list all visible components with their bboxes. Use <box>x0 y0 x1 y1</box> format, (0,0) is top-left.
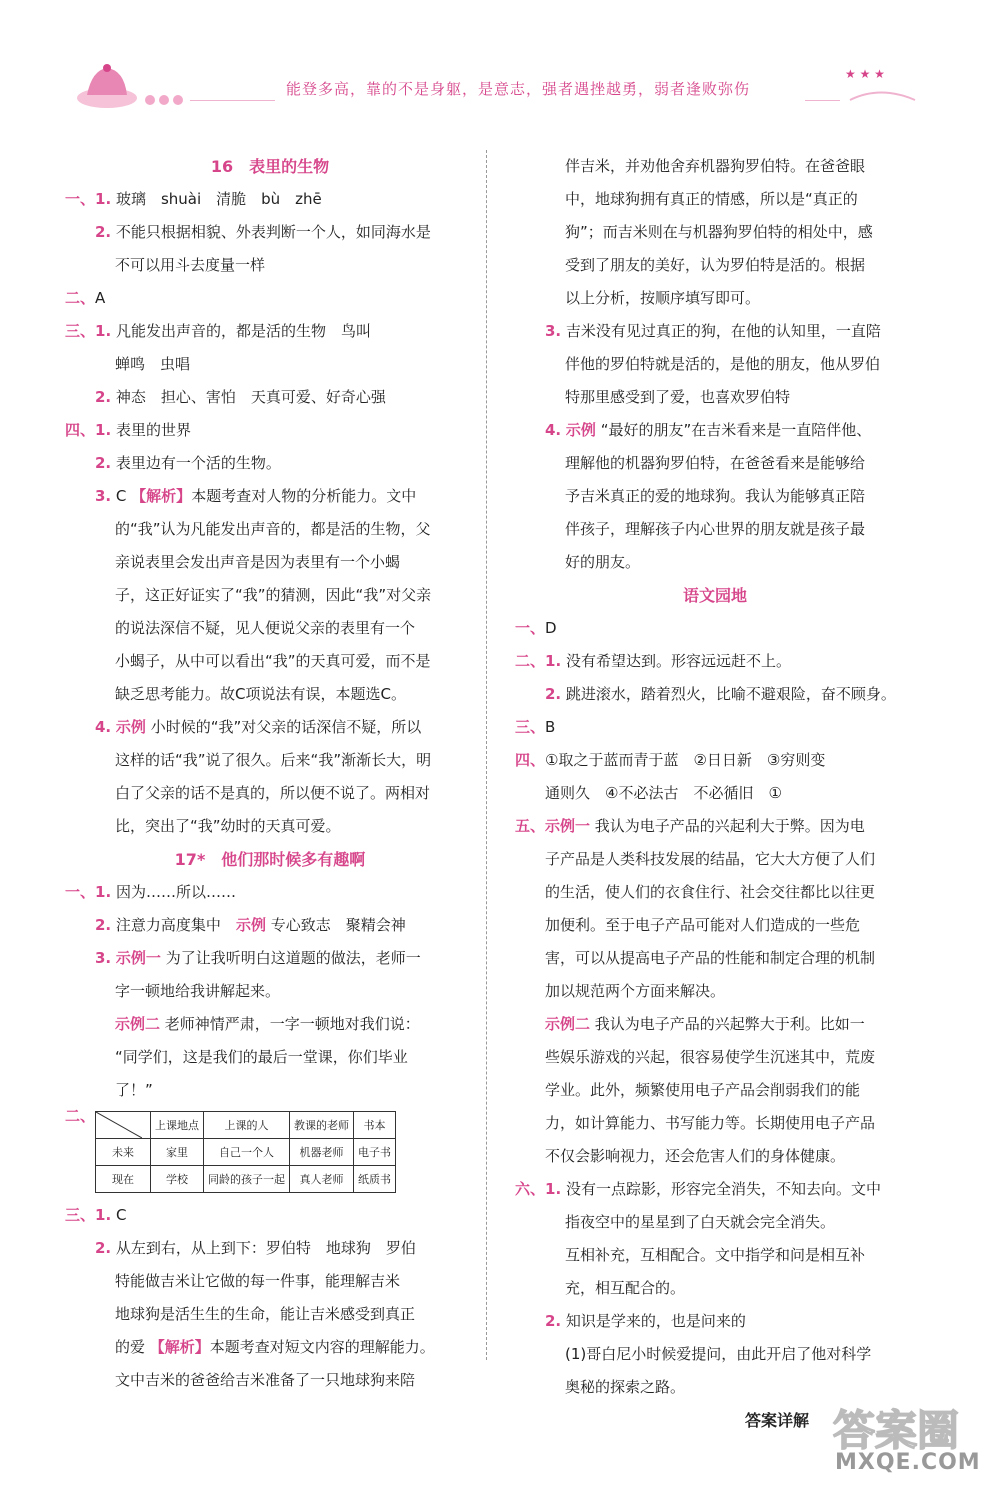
answer-line <box>65 546 475 579</box>
question-marker: 三、 <box>65 322 96 340</box>
answer-text: 缺乏思考能力。故C项说法有误，本题选C。 <box>115 685 406 703</box>
answer-text: 奥秘的探索之路。 <box>565 1378 686 1396</box>
answer-line <box>515 150 915 183</box>
answer-line <box>515 381 915 414</box>
answer-text: 以上分析，按顺序填写即可。 <box>565 289 761 307</box>
question-marker: 一、 <box>515 619 546 637</box>
answer-line <box>515 249 915 282</box>
answer-text: 的说法深信不疑，见人便说父亲的表里有一个 <box>115 619 416 637</box>
question-marker: 五、 <box>515 817 546 835</box>
answer-text: 没有希望达到。形容远远赶不上。 <box>565 652 791 670</box>
question-marker: 三、 <box>65 1206 96 1224</box>
answer-line <box>515 1107 915 1140</box>
answer-text: 些娱乐游戏的兴起，很容易使学生沉迷其中，荒废 <box>545 1048 876 1066</box>
item-number: 2. <box>95 223 112 241</box>
answer-text: 跳进滚水，踏着烈火，比喻不避艰险，奋不顾身。 <box>565 685 896 703</box>
item-number: 1. <box>545 652 562 670</box>
item-number: 1. <box>95 190 112 208</box>
answer-line <box>65 1265 475 1298</box>
answer-text: 的“我”认为凡能发出声音的，都是活的生物，父 <box>115 520 431 538</box>
answer-text: “同学们，这是我们的最后一堂课，你们毕业 <box>115 1048 408 1066</box>
answer-line <box>65 876 475 909</box>
column-divider <box>486 150 487 1360</box>
answer-line <box>65 381 475 414</box>
answer-text: 本题考查对人物的分析能力。文中 <box>191 487 417 505</box>
answer-line <box>515 1008 915 1041</box>
example-tag: 示例二 <box>115 1015 161 1033</box>
answer-line <box>65 579 475 612</box>
item-number: 3. <box>95 949 112 967</box>
answer-line <box>65 183 475 216</box>
question-marker: 二、 <box>65 289 96 307</box>
answer-text: 特能做吉米让它做的每一件事，能理解吉米 <box>115 1272 401 1290</box>
answer-line <box>515 1338 915 1371</box>
answer-text: A <box>95 289 106 307</box>
answer-line <box>65 744 475 777</box>
answer-text: 吉米没有见过真正的狗，在他的认知里，一直陪 <box>565 322 881 340</box>
answer-text: 指夜空中的星星到了白天就会完全消失。 <box>565 1213 836 1231</box>
right-column <box>515 150 915 1404</box>
answer-text: 白了父亲的话不是真的，所以便不说了。两相对 <box>115 784 431 802</box>
answer-line <box>65 1331 475 1364</box>
item-number: 3. <box>95 487 112 505</box>
example-tag: 【解析】 <box>149 1338 210 1356</box>
item-number: 2. <box>95 916 112 934</box>
item-number: 1. <box>545 1180 562 1198</box>
example-tag: 示例 <box>565 421 596 439</box>
answer-text: 不能只根据相貌、外表判断一个人，如同海水是 <box>115 223 431 241</box>
answer-line <box>515 711 915 744</box>
answer-line <box>65 282 475 315</box>
table-row-label: 现在 <box>96 1166 151 1193</box>
item-number: 4. <box>545 421 562 439</box>
answer-text: 因为……所以…… <box>115 883 236 901</box>
answer-text: 神态 担心、害怕 天真可爱、好奇心强 <box>115 388 386 406</box>
answer-text: 不仅会影响视力，还会危害人们的身体健康。 <box>545 1147 846 1165</box>
item-number: 3. <box>545 322 562 340</box>
example-tag: 示例一 <box>115 949 161 967</box>
answer-line <box>515 1041 915 1074</box>
section-title: 17* 他们那时候多有趣啊 <box>174 850 366 869</box>
table-corner-cell <box>96 1112 151 1139</box>
answer-line <box>65 1199 475 1232</box>
example-tag: 示例一 <box>545 817 591 835</box>
table-cell: 真人老师 <box>290 1166 354 1193</box>
answer-text: 害，可以从提高电子产品的性能和制定合理的机制 <box>545 949 876 967</box>
answer-text: 伴孩子，理解孩子内心世界的朋友就是孩子最 <box>565 520 866 538</box>
answer-line <box>65 216 475 249</box>
answer-text: 充，相互配合的。 <box>565 1279 686 1297</box>
answer-line <box>515 1206 915 1239</box>
answer-text: 亲说表里会发出声音是因为表里有一个小蝎 <box>115 553 401 571</box>
svg-text:★ ★ ★: ★ ★ ★ <box>845 67 885 81</box>
answer-text: 字一顿地给我讲解起来。 <box>115 982 281 1000</box>
answer-text: 从左到右，从上到下：罗伯特 地球狗 罗伯 <box>115 1239 416 1257</box>
answer-text: 不可以用斗去度量一样 <box>115 256 266 274</box>
star-decoration-icon <box>840 60 920 110</box>
question-marker: 六、 <box>515 1180 546 1198</box>
answer-line <box>65 348 475 381</box>
answer-text: 加便利。至于电子产品可能对人们造成的一些危 <box>545 916 861 934</box>
example-tag: 【解析】 <box>131 487 192 505</box>
answer-text: 比，突出了“我”幼时的天真可爱。 <box>115 817 341 835</box>
answer-line <box>65 1041 475 1074</box>
answer-line <box>515 480 915 513</box>
answer-text: 予吉米真正的爱的地球狗。我认为能够真正陪 <box>565 487 866 505</box>
answer-line <box>515 513 915 546</box>
question-marker: 二、 <box>515 652 546 670</box>
header-rule-left <box>190 100 275 101</box>
answer-text: 小时候的“我”对父亲的话深信不疑，所以 <box>145 718 422 736</box>
answer-text: ①取之于蓝而青于蓝 ②日日新 ③穷则变 <box>545 751 826 769</box>
answer-text: 这样的话“我”说了很久。后来“我”渐渐长大，明 <box>115 751 432 769</box>
answer-text: 好的朋友。 <box>565 553 641 571</box>
answer-line <box>515 645 915 678</box>
answer-text: 知识是学来的，也是问来的 <box>565 1312 746 1330</box>
answer-line <box>65 1008 475 1041</box>
answer-line <box>515 348 915 381</box>
page-header <box>0 60 1000 140</box>
section-title: 语文园地 <box>682 586 747 605</box>
question-marker: 三、 <box>515 718 546 736</box>
table-header: 上课的人 <box>204 1112 290 1139</box>
answer-text: 特那里感受到了爱，也喜欢罗伯特 <box>565 388 791 406</box>
answer-line <box>65 1074 475 1107</box>
answer-text: (1)哥白尼小时候爱提问，由此开启了他对科学 <box>565 1345 872 1363</box>
table-cell: 纸质书 <box>354 1166 396 1193</box>
answer-line <box>515 414 915 447</box>
example-tag: 示例二 <box>545 1015 591 1033</box>
answer-text: 中，地球狗拥有真正的情感，所以是“真正的 <box>565 190 858 208</box>
answer-line <box>515 1140 915 1173</box>
answer-line <box>515 744 915 777</box>
item-number: 1. <box>95 322 112 340</box>
answer-text: 蝉鸣 虫唱 <box>115 355 191 373</box>
answer-text: B <box>545 718 556 736</box>
book-mascot-icon <box>72 60 142 110</box>
answer-text: 没有一点踪影，形容完全消失，不知去向。文中 <box>565 1180 881 1198</box>
answer-text: 子，这正好证实了“我”的猜测，因此“我”对父亲 <box>115 586 432 604</box>
answer-text: 子产品是人类科技发展的结晶，它大大方便了人们 <box>545 850 876 868</box>
item-number: 2. <box>95 454 112 472</box>
answer-text: 表里边有一个活的生物。 <box>115 454 281 472</box>
table-cell: 家里 <box>151 1139 204 1166</box>
answer-text: 为了让我听明白这道题的做法，老师一 <box>160 949 421 967</box>
answer-line <box>515 942 915 975</box>
answer-text: 我认为电子产品的兴起弊大于利。比如一 <box>590 1015 865 1033</box>
item-number: 2. <box>545 1312 562 1330</box>
table-cell: 机器老师 <box>290 1139 354 1166</box>
svg-text:答案圈: 答案圈 <box>833 1406 960 1455</box>
answer-line <box>65 678 475 711</box>
answer-line <box>65 645 475 678</box>
answer-text: 伴他的罗伯特就是活的，是他的朋友，他从罗伯 <box>565 355 881 373</box>
table-cell: 学校 <box>151 1166 204 1193</box>
answer-line <box>65 711 475 744</box>
example-tag: 示例 <box>115 718 146 736</box>
answer-text: 互相补充，互相配合。文中指学和问是相互补 <box>565 1246 866 1264</box>
answer-line <box>515 183 915 216</box>
answer-line <box>65 975 475 1008</box>
answer-text: “最好的朋友”在吉米看来是一直陪伴他、 <box>595 421 872 439</box>
left-column <box>65 150 475 1397</box>
answer-line <box>65 315 475 348</box>
answer-text: 受到了朋友的美好，认为罗伯特是活的。根据 <box>565 256 866 274</box>
footer-label: 答案详解 <box>745 1411 810 1430</box>
answer-line <box>515 315 915 348</box>
answer-line <box>515 810 915 843</box>
answer-line <box>65 513 475 546</box>
answer-line <box>515 282 915 315</box>
answer-line <box>515 1272 915 1305</box>
answer-line <box>515 876 915 909</box>
answer-line <box>515 1239 915 1272</box>
answer-line <box>65 612 475 645</box>
answer-text: 通则久 ④不必法古 不必循旧 ① <box>545 784 782 802</box>
answer-line <box>65 1364 475 1397</box>
answer-line <box>65 909 475 942</box>
answer-text: 专心致志 聚精会神 <box>265 916 406 934</box>
answer-text: 了！” <box>115 1081 153 1099</box>
answer-text: 本题考查对短文内容的理解能力。 <box>209 1338 435 1356</box>
table-cell: 电子书 <box>354 1139 396 1166</box>
question-marker: 一、 <box>65 883 96 901</box>
section-title: 16 表里的生物 <box>210 157 330 176</box>
answer-line <box>515 909 915 942</box>
answer-line <box>515 1074 915 1107</box>
answer-text: 力，如计算能力、书写能力等。长期使用电子产品 <box>545 1114 876 1132</box>
answer-text: 加以规范两个方面来解决。 <box>545 982 726 1000</box>
table-cell: 自己一个人 <box>204 1139 290 1166</box>
item-number: 4. <box>95 718 112 736</box>
answer-line <box>65 480 475 513</box>
answer-text: D <box>545 619 557 637</box>
answer-text: C <box>115 487 132 505</box>
answer-line <box>515 546 915 579</box>
table-header: 书本 <box>354 1112 396 1139</box>
answer-line <box>65 777 475 810</box>
header-motto: 能登多高，靠的不是身躯，是意志，强者遇挫越勇，弱者逢败弥伤 <box>286 80 751 98</box>
answer-line <box>65 249 475 282</box>
question-marker: 一、 <box>65 190 96 208</box>
answer-text: 的生活，使人们的衣食住行、社会交往都比以往更 <box>545 883 876 901</box>
table-row-label: 未来 <box>96 1139 151 1166</box>
answer-line <box>515 678 915 711</box>
answer-line <box>515 612 915 645</box>
answer-text: 老师神情严肃，一字一顿地对我们说： <box>160 1015 420 1033</box>
answer-line <box>65 942 475 975</box>
watermark-site: MXQE.COM <box>835 1450 981 1475</box>
answer-line <box>515 447 915 480</box>
answer-text: 狗”；而吉米则在与机器狗罗伯特的相处中，感 <box>565 223 873 241</box>
item-number: 2. <box>545 685 562 703</box>
table-header: 上课地点 <box>151 1112 204 1139</box>
item-number: 2. <box>95 388 112 406</box>
answer-line <box>515 975 915 1008</box>
answer-text: 文中吉米的爸爸给吉米准备了一只地球狗来陪 <box>115 1371 416 1389</box>
answer-text: 我认为电子产品的兴起利大于弊。因为电 <box>590 817 865 835</box>
question-marker: 四、 <box>65 421 96 439</box>
item-number: 1. <box>95 421 112 439</box>
answer-text: 表里的世界 <box>115 421 191 439</box>
answer-line <box>65 810 475 843</box>
answer-text: 伴吉米，并劝他舍弃机器狗罗伯特。在爸爸眼 <box>565 157 866 175</box>
item-number: 1. <box>95 883 112 901</box>
item-number: 2. <box>95 1239 112 1257</box>
answer-line <box>65 1232 475 1265</box>
answer-line <box>515 1173 915 1206</box>
decorative-dots <box>145 90 187 109</box>
answer-line <box>515 777 915 810</box>
answer-line <box>515 216 915 249</box>
answer-line <box>65 1298 475 1331</box>
answer-text: 理解他的机器狗罗伯特，在爸爸看来是能够给 <box>565 454 866 472</box>
answer-line <box>515 1305 915 1338</box>
answer-line <box>65 414 475 447</box>
answer-text: 凡能发出声音的，都是活的生物 鸟叫 <box>115 322 371 340</box>
answer-table <box>95 1111 396 1193</box>
item-number: 1. <box>95 1206 112 1224</box>
answer-line <box>515 843 915 876</box>
table-header: 教课的老师 <box>290 1112 354 1139</box>
answer-text: 地球狗是活生生的生命，能让吉米感受到真正 <box>115 1305 416 1323</box>
answer-line <box>65 447 475 480</box>
example-tag: 示例 <box>235 916 266 934</box>
question-marker: 四、 <box>515 751 546 769</box>
answer-text: C <box>115 1206 127 1224</box>
answer-text: 小蝎子，从中可以看出“我”的天真可爱，而不是 <box>115 652 431 670</box>
answer-text: 玻璃 shuài 清脆 bù zhē <box>115 190 322 208</box>
table-cell: 同龄的孩子一起 <box>204 1166 290 1193</box>
answer-text: 学业。此外，频繁使用电子产品会削弱我们的能 <box>545 1081 861 1099</box>
answer-text: 的爱 <box>115 1338 150 1356</box>
answer-text: 注意力高度集中 <box>115 916 236 934</box>
question-marker: 二、 <box>65 1107 96 1125</box>
header-rule-right <box>805 100 840 101</box>
